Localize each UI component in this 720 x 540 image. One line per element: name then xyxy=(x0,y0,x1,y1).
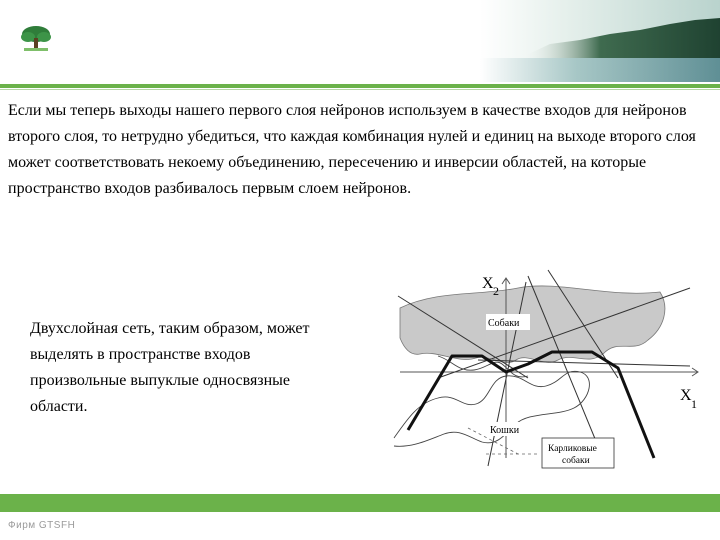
intro-paragraph: Если мы теперь выходы нашего первого слоя нейронов используем в качестве входов для нейронов второго слоя, то нетрудно убедиться, что каждая комбинация нулей и единиц на выходе второго слоя может соответствовать некоему объединению, пересечению и инверсии областей, на которые пространство входов разбивалось первым слоем нейронов. xyxy=(8,102,696,197)
footer-note: Фирм GTSFH xyxy=(8,520,76,531)
tree-logo-icon xyxy=(16,22,56,54)
slide-header xyxy=(0,0,720,92)
label-dogs: Собаки xyxy=(488,318,520,329)
dogs-region xyxy=(400,286,665,363)
conclusion-paragraph: Двухслойная сеть, таким образом, может выделять в пространстве входов произвольные выпуклые односвязные области. xyxy=(30,320,310,415)
label-cats: Кошки xyxy=(490,425,520,436)
lake-forest-banner xyxy=(480,0,720,82)
decision-boundary xyxy=(408,352,654,458)
axis-y-letter: X xyxy=(482,275,494,292)
axis-x-sub: 1 xyxy=(691,397,697,411)
footer-accent-bar xyxy=(0,494,720,512)
axis-x-letter: X xyxy=(680,387,692,404)
label-toy-dogs-line1: Карликовые xyxy=(548,444,597,454)
axis-y-sub: 2 xyxy=(493,284,499,298)
decision-regions-diagram xyxy=(378,268,708,470)
header-accent-stripe xyxy=(0,84,720,88)
label-toy-dogs-line2: собаки xyxy=(562,456,590,466)
